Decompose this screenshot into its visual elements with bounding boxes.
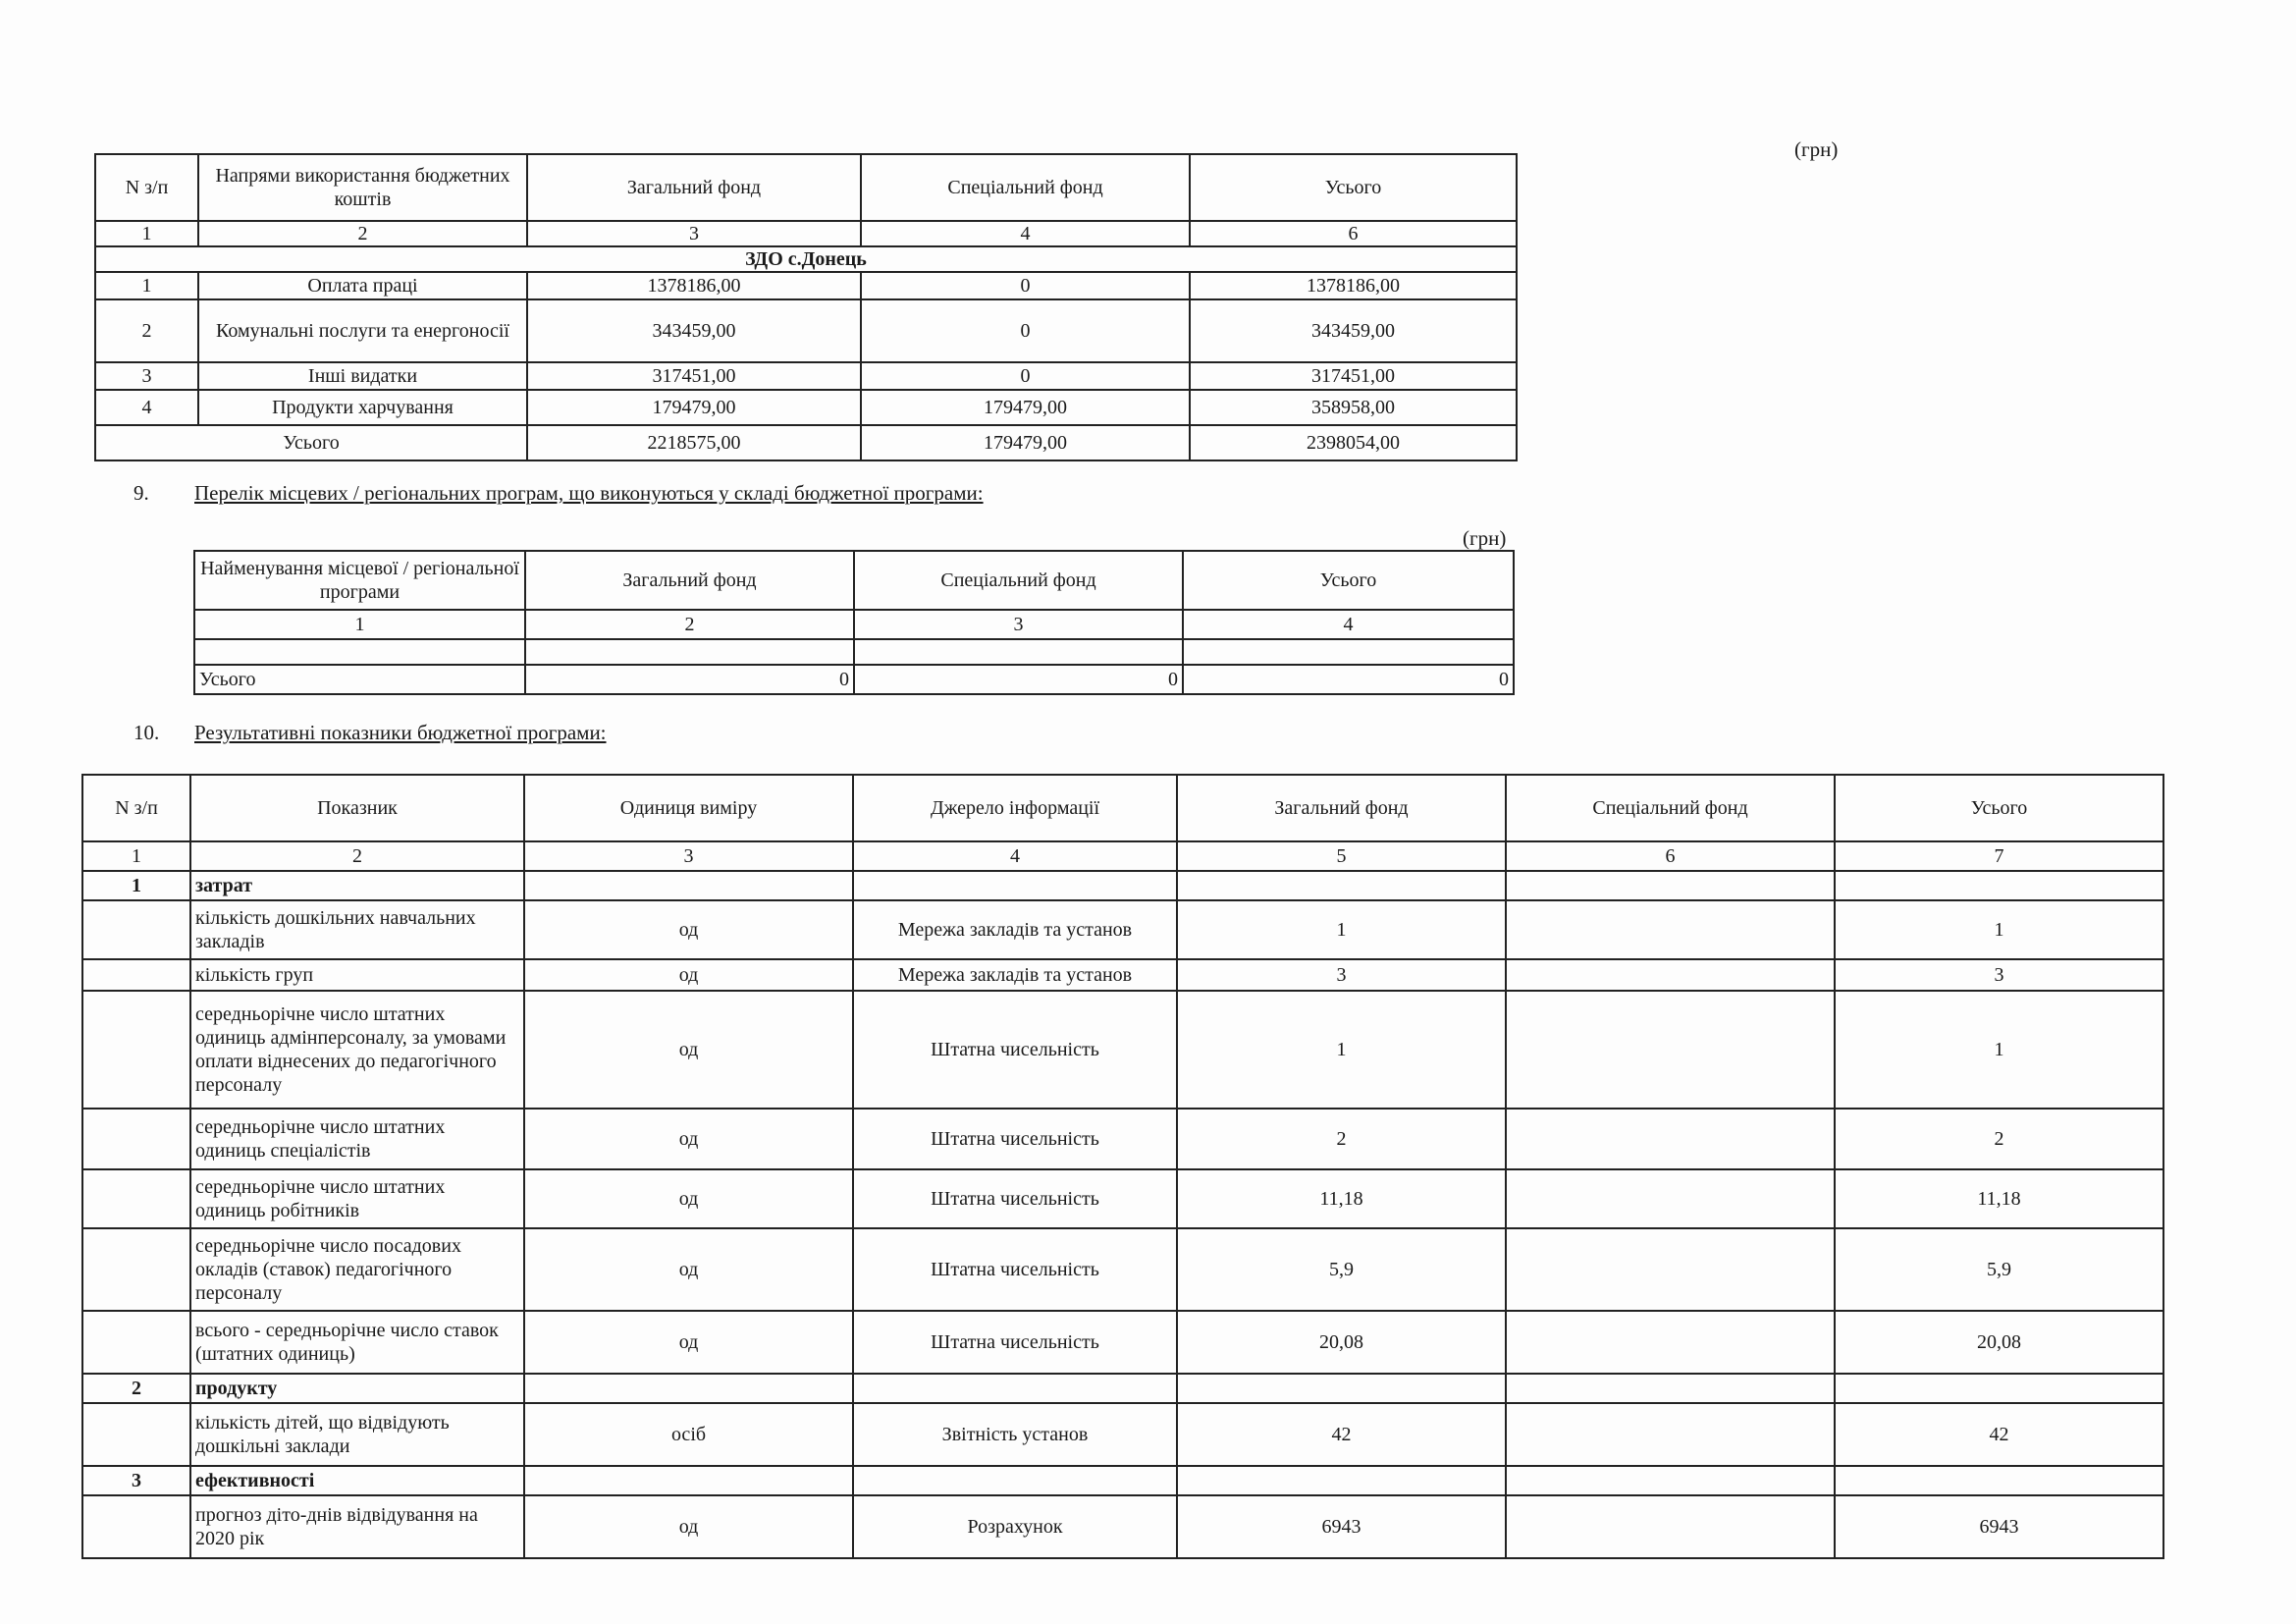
indicator-general: 20,08: [1177, 1311, 1506, 1374]
empty-cell: [524, 1374, 853, 1403]
table-row: [82, 1495, 2163, 1558]
row-general: 1378186,00: [527, 272, 861, 299]
total-special: 0: [854, 665, 1183, 694]
indicator-total: 42: [1835, 1403, 2163, 1466]
table-row: [82, 1169, 2163, 1228]
row-special: 0: [861, 299, 1190, 362]
empty-cell: [1835, 871, 2163, 900]
row-n: 4: [95, 390, 198, 425]
indicator-special: [1506, 1311, 1835, 1374]
row-name: Оплата праці: [198, 272, 527, 299]
index-cell: 1: [95, 221, 198, 246]
indicator-general: 11,18: [1177, 1169, 1506, 1228]
row-general: 179479,00: [527, 390, 861, 425]
indicator-name: середньорічне число посадових окладів (ставок) педагогічного персоналу: [190, 1228, 524, 1311]
row-special: 179479,00: [861, 390, 1190, 425]
total-label: Усього: [194, 665, 525, 694]
indicator-source: Мережа закладів та установ: [853, 900, 1177, 959]
index-cell: 7: [1835, 841, 2163, 871]
indicator-source: Штатна чисельність: [853, 991, 1177, 1109]
indicator-source: Штатна чисельність: [853, 1169, 1177, 1228]
header-n: N з/п: [95, 154, 198, 221]
table-row: [95, 390, 1517, 425]
performance-indicators-table: [81, 774, 2164, 1559]
indicator-name: середньорічне число штатних одиниць адмінперсоналу, за умовами оплати віднесених до педагогічного персоналу: [190, 991, 524, 1109]
index-cell: 3: [854, 610, 1183, 639]
header-special-fund: Спеціальний фонд: [1506, 775, 1835, 841]
row-special: 0: [861, 272, 1190, 299]
empty-cell: [524, 1466, 853, 1495]
empty-cell: [1835, 1466, 2163, 1495]
empty-cell: [82, 1495, 190, 1558]
section-number: 10.: [133, 721, 160, 744]
total-row: [194, 665, 1514, 694]
group-row: [82, 1374, 2163, 1403]
indicator-unit: од: [524, 900, 853, 959]
empty-cell: [1183, 639, 1514, 665]
row-total: 1378186,00: [1190, 272, 1517, 299]
empty-cell: [82, 1311, 190, 1374]
index-cell: 3: [527, 221, 861, 246]
indicator-unit: од: [524, 1228, 853, 1311]
table-row: [82, 959, 2163, 991]
indicator-source: Штатна чисельність: [853, 1311, 1177, 1374]
header-unit: Одиниця виміру: [524, 775, 853, 841]
section-number: 9.: [133, 481, 149, 505]
group-n: 1: [82, 871, 190, 900]
row-general: 317451,00: [527, 362, 861, 390]
index-cell: 2: [198, 221, 527, 246]
index-cell: 2: [525, 610, 854, 639]
empty-cell: [1177, 1374, 1506, 1403]
table-row: [82, 900, 2163, 959]
group-title: ЗДО с.Донець: [95, 246, 1517, 272]
index-cell: 2: [190, 841, 524, 871]
header-indicator: Показник: [190, 775, 524, 841]
section-title: Перелік місцевих / регіональних програм, що виконуються у складі бюджетної програми:: [194, 481, 984, 505]
row-n: 2: [95, 299, 198, 362]
index-cell: 1: [194, 610, 525, 639]
row-general: 343459,00: [527, 299, 861, 362]
header-special-fund: Спеціальний фонд: [861, 154, 1190, 221]
row-name: Інші видатки: [198, 362, 527, 390]
indicator-unit: од: [524, 959, 853, 991]
total-total: 2398054,00: [1190, 425, 1517, 460]
indicator-total: 1: [1835, 991, 2163, 1109]
empty-cell: [524, 871, 853, 900]
indicator-total: 11,18: [1835, 1169, 2163, 1228]
empty-cell: [853, 1466, 1177, 1495]
table2-unit: (грн): [1463, 526, 1507, 550]
empty-cell: [853, 871, 1177, 900]
indicator-unit: од: [524, 1169, 853, 1228]
table1-unit: (грн): [1794, 137, 1839, 161]
index-cell: 3: [524, 841, 853, 871]
indicator-general: 1: [1177, 991, 1506, 1109]
empty-cell: [82, 1109, 190, 1169]
group-row: [82, 871, 2163, 900]
header-general-fund: Загальний фонд: [1177, 775, 1506, 841]
indicator-unit: од: [524, 1109, 853, 1169]
indicator-special: [1506, 959, 1835, 991]
empty-cell: [194, 639, 525, 665]
indicator-source: Штатна чисельність: [853, 1109, 1177, 1169]
row-name: Комунальні послуги та енергоносії: [198, 299, 527, 362]
indicator-total: 5,9: [1835, 1228, 2163, 1311]
total-general: 2218575,00: [527, 425, 861, 460]
empty-cell: [854, 639, 1183, 665]
group-title: затрат: [190, 871, 524, 900]
header-directions: Напрями використання бюджетних коштів: [198, 154, 527, 221]
indicator-general: 1: [1177, 900, 1506, 959]
indicator-general: 3: [1177, 959, 1506, 991]
table-row: [82, 1403, 2163, 1466]
indicator-source: Розрахунок: [853, 1495, 1177, 1558]
empty-cell: [1506, 871, 1835, 900]
header-total: Усього: [1183, 551, 1514, 610]
header-special-fund: Спеціальний фонд: [854, 551, 1183, 610]
empty-cell: [82, 959, 190, 991]
indicator-total: 3: [1835, 959, 2163, 991]
indicator-unit: осіб: [524, 1403, 853, 1466]
indicator-name: кількість груп: [190, 959, 524, 991]
indicator-name: всього - середньорічне число ставок (штатних одиниць): [190, 1311, 524, 1374]
table-row: [95, 272, 1517, 299]
empty-cell: [853, 1374, 1177, 1403]
index-cell: 6: [1506, 841, 1835, 871]
row-total: 343459,00: [1190, 299, 1517, 362]
empty-cell: [1177, 1466, 1506, 1495]
group-n: 3: [82, 1466, 190, 1495]
index-cell: 4: [853, 841, 1177, 871]
indicator-unit: од: [524, 1311, 853, 1374]
indicator-special: [1506, 1169, 1835, 1228]
table-row: [82, 991, 2163, 1109]
indicator-general: 2: [1177, 1109, 1506, 1169]
indicator-special: [1506, 1109, 1835, 1169]
section-title: Результативні показники бюджетної програми:: [194, 721, 607, 744]
indicator-name: середньорічне число штатних одиниць спеціалістів: [190, 1109, 524, 1169]
total-label: Усього: [95, 425, 527, 460]
group-n: 2: [82, 1374, 190, 1403]
total-row: [95, 425, 1517, 460]
row-special: 0: [861, 362, 1190, 390]
group-title: продукту: [190, 1374, 524, 1403]
index-cell: 5: [1177, 841, 1506, 871]
empty-cell: [82, 900, 190, 959]
empty-cell: [1506, 1374, 1835, 1403]
total-total: 0: [1183, 665, 1514, 694]
empty-cell: [82, 1169, 190, 1228]
indicator-unit: од: [524, 991, 853, 1109]
indicator-total: 20,08: [1835, 1311, 2163, 1374]
regional-programs-table: [193, 550, 1515, 695]
indicator-special: [1506, 1403, 1835, 1466]
empty-cell: [1835, 1374, 2163, 1403]
row-name: Продукти харчування: [198, 390, 527, 425]
indicator-total: 1: [1835, 900, 2163, 959]
budget-directions-table: [94, 153, 1518, 461]
header-program-name: Найменування місцевої / регіональної програми: [194, 551, 525, 610]
indicator-name: кількість дошкільних навчальних закладів: [190, 900, 524, 959]
empty-cell: [82, 991, 190, 1109]
indicator-name: середньорічне число штатних одиниць робітників: [190, 1169, 524, 1228]
table-row: [82, 1109, 2163, 1169]
empty-cell: [82, 1403, 190, 1466]
table-row: [82, 1228, 2163, 1311]
total-general: 0: [525, 665, 854, 694]
index-cell: 4: [1183, 610, 1514, 639]
indicator-special: [1506, 1495, 1835, 1558]
header-general-fund: Загальний фонд: [525, 551, 854, 610]
indicator-name: прогноз діто-днів відвідування на 2020 рік: [190, 1495, 524, 1558]
indicator-special: [1506, 991, 1835, 1109]
header-source: Джерело інформації: [853, 775, 1177, 841]
indicator-general: 6943: [1177, 1495, 1506, 1558]
row-total: 358958,00: [1190, 390, 1517, 425]
empty-cell: [1506, 1466, 1835, 1495]
indicator-source: Звітність установ: [853, 1403, 1177, 1466]
empty-cell: [525, 639, 854, 665]
row-total: 317451,00: [1190, 362, 1517, 390]
indicator-general: 42: [1177, 1403, 1506, 1466]
total-special: 179479,00: [861, 425, 1190, 460]
indicator-total: 2: [1835, 1109, 2163, 1169]
header-total: Усього: [1190, 154, 1517, 221]
header-total: Усього: [1835, 775, 2163, 841]
table-row: [95, 299, 1517, 362]
empty-cell: [82, 1228, 190, 1311]
indicator-special: [1506, 1228, 1835, 1311]
indicator-special: [1506, 900, 1835, 959]
group-row: [82, 1466, 2163, 1495]
index-cell: 4: [861, 221, 1190, 246]
header-n: N з/п: [82, 775, 190, 841]
indicator-total: 6943: [1835, 1495, 2163, 1558]
indicator-source: Штатна чисельність: [853, 1228, 1177, 1311]
table-row: [82, 1311, 2163, 1374]
indicator-unit: од: [524, 1495, 853, 1558]
indicator-general: 5,9: [1177, 1228, 1506, 1311]
indicator-source: Мережа закладів та установ: [853, 959, 1177, 991]
table-row: [95, 362, 1517, 390]
index-cell: 1: [82, 841, 190, 871]
group-title: ефективності: [190, 1466, 524, 1495]
header-general-fund: Загальний фонд: [527, 154, 861, 221]
empty-cell: [1177, 871, 1506, 900]
row-n: 3: [95, 362, 198, 390]
table-row: [194, 639, 1514, 665]
row-n: 1: [95, 272, 198, 299]
index-cell: 6: [1190, 221, 1517, 246]
indicator-name: кількість дітей, що відвідують дошкільні заклади: [190, 1403, 524, 1466]
